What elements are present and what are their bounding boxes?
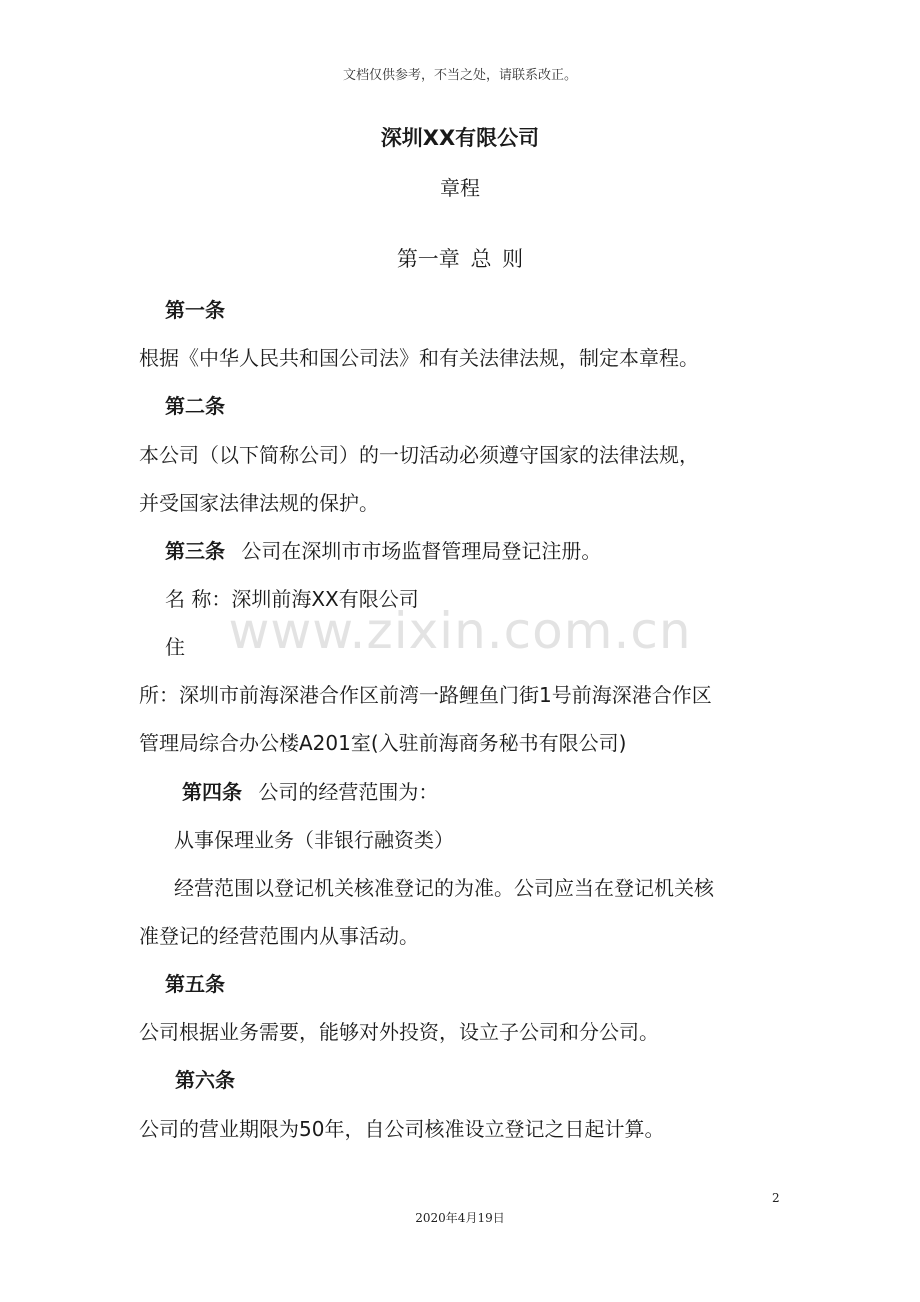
document-title: 章程 <box>440 176 480 200</box>
address-line-1: 所：深圳市前海深港合作区前湾一路鲤鱼门街1号前海深港合作区 <box>139 683 712 707</box>
business-scope: 从事保理业务（非银行融资类） <box>174 828 454 852</box>
address-line-2: 管理局综合办公楼A201室(入驻前海商务秘书有限公司) <box>139 731 627 755</box>
article-5-heading: 第五条 <box>165 972 225 996</box>
chapter-title: 第一章 总 则 <box>396 247 524 271</box>
article-6-text: 公司的营业期限为50年，自公司核准设立登记之日起计算。 <box>139 1117 665 1141</box>
article-4-text: 公司的经营范围为： <box>258 780 439 804</box>
footer-date: 2020年4月19日 <box>415 1211 505 1225</box>
article-2-text-line-1: 本公司（以下简称公司）的一切活动必须遵守国家的法律法规， <box>139 443 699 467</box>
article-5-text: 公司根据业务需要，能够对外投资，设立子公司和分公司。 <box>139 1020 659 1044</box>
article-4-note-line-2: 准登记的经营范围内从事活动。 <box>139 924 419 948</box>
article-1-text: 根据《中华人民共和国公司法》和有关法律法规，制定本章程。 <box>139 346 699 370</box>
address-label: 住 <box>165 635 185 659</box>
article-4-paragraph <box>182 776 438 805</box>
article-2-heading: 第二条 <box>165 394 225 418</box>
page-number: 2 <box>772 1191 780 1205</box>
company-name-line: 名 称：深圳前海XX有限公司 <box>165 587 419 611</box>
article-6-heading: 第六条 <box>175 1068 235 1092</box>
article-4-note-line-1: 经营范围以登记机关核准登记的为准。公司应当在登记机关核 <box>174 876 714 900</box>
article-3-paragraph <box>165 535 601 564</box>
article-4-heading: 第四条 <box>182 780 242 804</box>
article-3-text: 公司在深圳市市场监督管理局登记注册。 <box>241 539 602 563</box>
header-note: 文档仅供参考，不当之处，请联系改正。 <box>342 68 577 83</box>
article-3-heading: 第三条 <box>165 539 225 563</box>
watermark: www.zixin.com.cn <box>228 602 692 660</box>
article-1-heading: 第一条 <box>165 298 225 322</box>
company-title: 深圳XX有限公司 <box>380 126 540 150</box>
article-2-text-line-2: 并受国家法律法规的保护。 <box>139 491 379 515</box>
